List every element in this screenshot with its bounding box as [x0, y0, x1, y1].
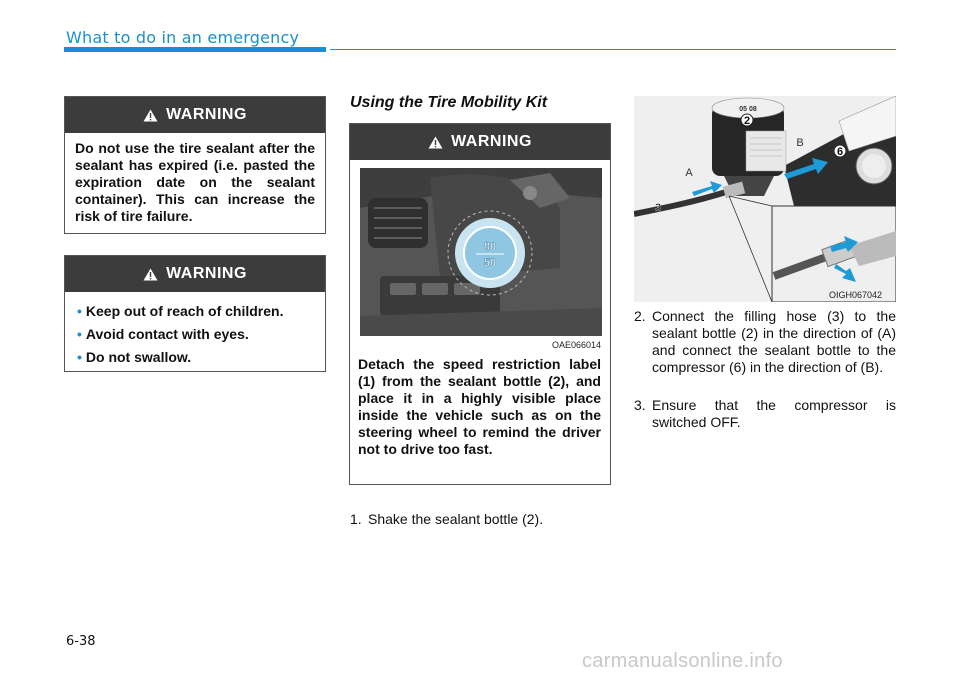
- section-title: What to do in an emergency: [66, 28, 300, 47]
- step-number: 3.: [634, 397, 646, 413]
- list-item: [77, 300, 325, 323]
- warning-header: [65, 256, 325, 292]
- header-rule-thick: [64, 47, 326, 52]
- warning-text: Detach the speed restriction label (1) from the sealant bottle (2), and place it in a highly visible place inside the vehicle such as on the steering wheel to remind the driver not to drive too fast.: [358, 356, 601, 457]
- step-text: Connect the filling hose (3) to the sealant bottle (2) in the direction of (A) and connect the sealant bottle to the compressor (6) in the direction of (B).: [652, 308, 896, 375]
- list-item-text: Avoid contact with eyes.: [85, 326, 249, 342]
- list-item-text: Keep out of reach of children.: [85, 303, 284, 319]
- image-code: OAE066014: [551, 340, 601, 350]
- warning-triangle-icon: [143, 109, 158, 122]
- warning-text: Do not use the tire sealant after the sealant has expired (i.e. pasted the expiration date on the sealant container). This can increase the risk of tire failure.: [75, 140, 315, 224]
- kit-drawing: [634, 96, 896, 302]
- watermark: carmanualsonline.info: [582, 650, 783, 672]
- callout-compressor: 6: [836, 146, 844, 158]
- list-item: [77, 346, 325, 369]
- callout-arrow-b: B: [796, 137, 804, 149]
- step-1: [350, 511, 612, 528]
- step-2: [634, 308, 896, 376]
- image-code: OIGH067042: [829, 290, 883, 300]
- sealant-compressor-illustration: [634, 96, 896, 302]
- warning-title: WARNING: [451, 133, 532, 150]
- warning-triangle-icon: [428, 136, 443, 149]
- warning-header: [65, 97, 325, 133]
- bottle-label: 05 08: [739, 106, 757, 113]
- bullet-icon: •: [77, 303, 82, 319]
- warning-title: WARNING: [166, 265, 247, 282]
- step-text: Ensure that the compressor is switched OFF.: [652, 397, 896, 430]
- warning-box-speed-label: [349, 123, 611, 485]
- warning-box-safety: [64, 255, 326, 372]
- step-3: [634, 397, 896, 431]
- callout-arrow-a: A: [685, 167, 693, 179]
- dashboard-illustration: [360, 168, 602, 336]
- label-number-80: 80: [483, 241, 497, 253]
- page-subheading: Using the Tire Mobility Kit: [350, 94, 548, 111]
- warning-triangle-icon: [143, 268, 158, 281]
- bullet-icon: •: [77, 349, 82, 365]
- warning-box-expiration: [64, 96, 326, 234]
- callout-hose: 3: [654, 202, 662, 214]
- label-number-50: 50: [483, 257, 497, 269]
- page-number: 6-38: [66, 634, 96, 649]
- step-number: 2.: [634, 308, 646, 324]
- dashboard-drawing: [360, 168, 602, 336]
- callout-bottle: 2: [743, 115, 751, 127]
- warning-title: WARNING: [166, 106, 247, 123]
- warning-bullet-list: [65, 292, 325, 369]
- list-item-text: Do not swallow.: [85, 349, 192, 365]
- list-item: [77, 323, 325, 346]
- warning-header: [350, 124, 610, 160]
- bullet-icon: •: [77, 326, 82, 342]
- step-number: 1.: [350, 511, 362, 527]
- header-rule-thin: [330, 49, 896, 50]
- step-text: Shake the sealant bottle (2).: [368, 511, 544, 527]
